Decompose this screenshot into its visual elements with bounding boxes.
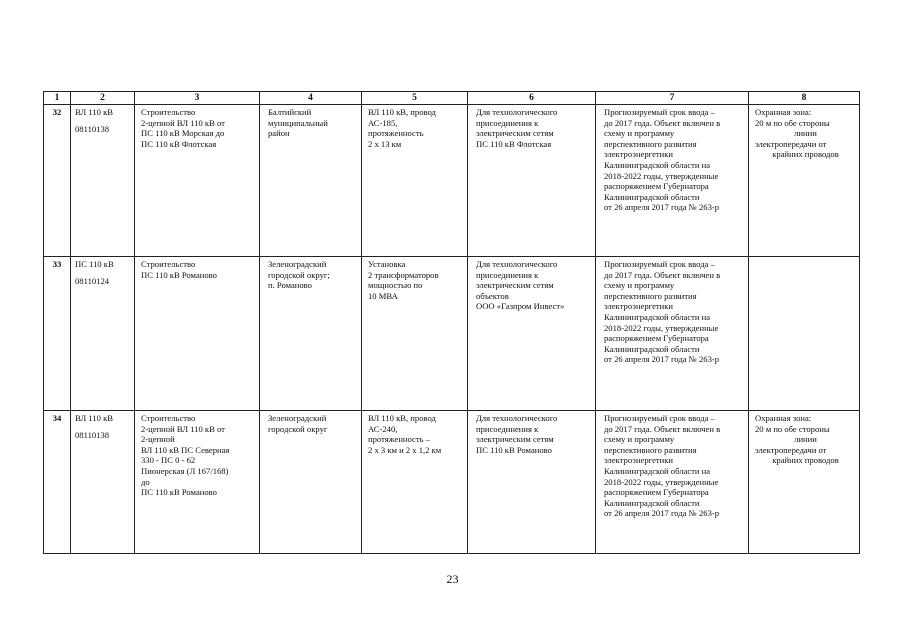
notes-line: до 2017 года. Объект включен в [604,117,721,128]
row-number: 32 [44,105,71,257]
notes-line: Прогнозируемый срок ввода – [604,413,715,423]
object-cell [71,257,135,411]
work-line: до [141,476,150,487]
notes-line: Прогнозируемый срок ввода – [604,259,715,269]
table-row [44,105,860,257]
params-cell [362,411,468,554]
work-line: Строительство [141,107,196,117]
column-header: 4 [260,92,362,105]
purpose-line: Для технологического [476,107,558,117]
purpose-line: присоединения к [476,269,539,280]
purpose-cell [468,257,596,411]
zone-line: 20 м по обе стороны [755,423,830,434]
notes-line: распоряжением Губернатора [604,333,709,344]
params-line: Установка [368,259,406,269]
notes-line: Калининградской области [604,191,700,202]
zone-line: крайних проводов [772,149,839,160]
notes-line: электроэнергетики [604,455,674,466]
notes-line: Калининградской области [604,497,700,508]
notes-line: перспективного развития [604,138,697,149]
location-line: Зеленоградский [268,259,327,269]
work-line: ПС 110 кВ Романово [141,487,217,498]
location-line: район [268,128,290,139]
notes-line: Калининградской области на [604,465,711,476]
notes-line: распоряжением Губернатора [604,487,709,498]
params-line: ВЛ 110 кВ, провод [368,107,436,117]
row-number: 34 [44,411,71,554]
zone-line: линии [794,128,817,139]
work-line: 2-цепной [141,434,175,445]
notes-cell [596,257,749,411]
location-cell [260,257,362,411]
params-line: 2 х 3 км и 2 х 1,2 км [368,444,442,455]
work-line: Строительство [141,413,196,423]
work-line: 2-цепной ВЛ 110 кВ от [141,117,225,128]
notes-line: Калининградской области на [604,311,711,322]
work-line: 2-цепной ВЛ 110 кВ от [141,423,225,434]
notes-cell [596,411,749,554]
object-name: ВЛ 110 кВ [75,107,114,117]
column-header: 6 [468,92,596,105]
work-line: Пионерская (Л 167/168) [141,465,229,476]
column-header: 7 [596,92,749,105]
notes-line: схему и программу [604,280,675,291]
purpose-cell [468,411,596,554]
params-cell [362,257,468,411]
object-code: 08110138 [75,429,110,440]
params-line: мощностью по [368,280,423,291]
page-number: 23 [446,572,459,586]
work-cell [135,105,260,257]
work-line: Строительство [141,259,196,269]
purpose-line: объектов [476,290,509,301]
purpose-line: ПС 110 кВ Романово [476,444,552,455]
object-name: ПС 110 кВ [75,259,114,269]
location-cell [260,411,362,554]
zone-cell [749,257,860,411]
notes-line: до 2017 года. Объект включен в [604,269,721,280]
zone-cell [749,105,860,257]
location-line: Балтийский [268,107,312,117]
column-header: 3 [135,92,260,105]
row-number: 33 [44,257,71,411]
object-code: 08110138 [75,123,110,134]
object-code: 08110124 [75,275,110,286]
params-line: 2 трансформаторов [368,269,439,280]
table-header-row [44,92,860,105]
zone-line: 20 м по обе стороны [755,117,830,128]
params-line: протяженность – [368,434,430,445]
notes-line: 2018-2022 годы, утвержденные [604,170,719,181]
notes-line: Калининградской области [604,343,700,354]
table-row [44,257,860,411]
work-cell [135,411,260,554]
column-header: 1 [44,92,71,105]
params-cell [362,105,468,257]
params-line: 10 МВА [368,290,398,301]
notes-line: распоряжением Губернатора [604,181,709,192]
notes-line: перспективного развития [604,444,697,455]
params-line: АС-240, [368,423,398,434]
location-line: городской округ; [268,269,330,280]
purpose-line: электрическим сетям [476,280,554,291]
column-header: 8 [749,92,860,105]
zone-line: электропередачи от [755,138,827,149]
purpose-line: ПС 110 кВ Флотская [476,138,552,149]
notes-line: Калининградской области на [604,159,711,170]
purpose-line: Для технологического [476,259,558,269]
location-line: муниципальный [268,117,328,128]
notes-line: 2018-2022 годы, утвержденные [604,476,719,487]
work-line: ПС 110 кВ Морская до [141,128,225,139]
location-line: городской округ [268,423,328,434]
notes-line: от 26 апреля 2017 года № 263-р [604,508,720,519]
location-line: Зеленоградский [268,413,327,423]
notes-line: до 2017 года. Объект включен в [604,423,721,434]
location-line: п. Романово [268,280,312,291]
purpose-line: Для технологического [476,413,558,423]
column-header: 2 [71,92,135,105]
notes-line: схему и программу [604,128,675,139]
object-cell [71,105,135,257]
notes-line: Прогнозируемый срок ввода – [604,107,715,117]
params-line: ВЛ 110 кВ, провод [368,413,436,423]
object-cell [71,411,135,554]
location-cell [260,105,362,257]
work-line: 330 - ПС 0 - 62 [141,455,196,466]
column-header: 5 [362,92,468,105]
zone-line: линии [794,434,817,445]
notes-line: от 26 апреля 2017 года № 263-р [604,354,720,365]
work-cell [135,257,260,411]
notes-line: электроэнергетики [604,301,674,312]
purpose-line: электрическим сетям [476,128,554,139]
purpose-line: электрическим сетям [476,434,554,445]
work-line: ПС 110 кВ Романово [141,269,217,280]
infrastructure-table [43,91,860,554]
zone-cell [749,411,860,554]
purpose-line: ООО «Газпром Инвест» [476,301,565,312]
purpose-line: присоединения к [476,117,539,128]
object-name: ВЛ 110 кВ [75,413,114,423]
notes-line: перспективного развития [604,290,697,301]
work-line: ВЛ 110 кВ ПС Северная [141,444,230,455]
zone-line: Охранная зона: [755,413,812,423]
notes-line: 2018-2022 годы, утвержденные [604,322,719,333]
notes-line: схему и программу [604,434,675,445]
zone-line: электропередачи от [755,444,827,455]
table-row [44,411,860,554]
work-line: ПС 110 кВ Флотская [141,138,217,149]
notes-cell [596,105,749,257]
purpose-line: присоединения к [476,423,539,434]
notes-line: электроэнергетики [604,149,674,160]
params-line: 2 х 13 км [368,138,402,149]
params-line: АС-185, [368,117,398,128]
params-line: протяженность [368,128,424,139]
notes-line: от 26 апреля 2017 года № 263-р [604,202,720,213]
zone-line: крайних проводов [772,455,839,466]
zone-line: Охранная зона: [755,107,812,117]
purpose-cell [468,105,596,257]
